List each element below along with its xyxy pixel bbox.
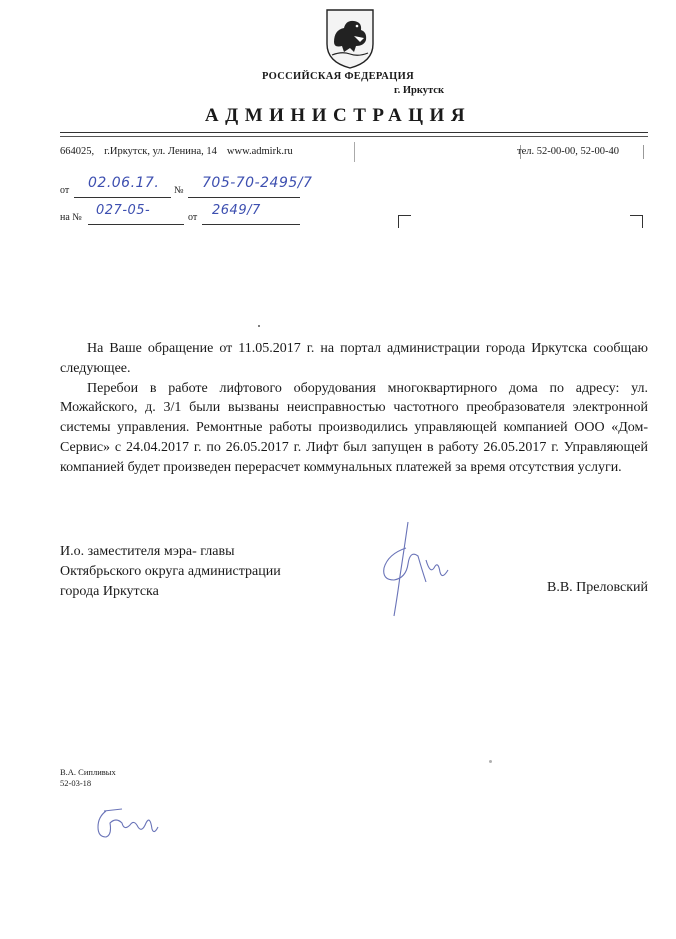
signer-position xyxy=(60,542,281,601)
phone-separator-right xyxy=(643,145,644,159)
header-divider xyxy=(60,132,648,133)
number-label: № xyxy=(174,185,184,196)
reply-number-label: на № xyxy=(60,212,82,223)
reply-number[interactable]: 027-05- xyxy=(96,203,151,218)
executor-phone: 52-03-18 xyxy=(60,778,92,788)
outgoing-date[interactable]: 02.06.17. xyxy=(88,175,160,191)
number-underline xyxy=(188,197,300,198)
city-name: г. Иркутск xyxy=(394,85,444,96)
letter-body xyxy=(60,339,648,478)
signer-name: В.В. Преловский xyxy=(546,580,648,595)
body-paragraph: Перебои в работе лифтового оборудования многоквартирного дома по адресу: ул. Можайского, д. 3/1 были вызваны неисправностью частотного преобразователя электронной системы управления. Ремонтные работы производились управляющей компанией ООО «Дом-Сервис» с 24.04.2017 г. по 26.05.2017 г. Лифт был запущен в работу 26.05.2017 г. Управляющей компанией будет произведен перерасчет коммунальных платежей за время отсутствия услуги. xyxy=(60,380,648,475)
executor-info xyxy=(60,767,116,789)
country-name: РОССИЙСКАЯ ФЕДЕРАЦИЯ xyxy=(262,71,414,82)
addressee-corner-right xyxy=(630,215,643,228)
scan-speck xyxy=(258,325,260,327)
irkutsk-coat-of-arms-icon xyxy=(324,8,376,70)
organization-title: АДМИНИСТРАЦИЯ xyxy=(204,105,472,126)
signer-position-line: города Иркутска xyxy=(60,583,159,599)
reply-number-underline xyxy=(88,224,184,225)
outgoing-number[interactable]: 705-70-2495/7 xyxy=(202,175,313,191)
executor-name: В.А. Сипливых xyxy=(60,767,116,777)
signer-position-line: Октябрьского округа администрации xyxy=(60,563,281,579)
body-paragraph: На Ваше обращение от 11.05.2017 г. на портал администрации города Иркутска сообщаю следующее. xyxy=(60,341,648,376)
address-line xyxy=(60,146,293,157)
signer-position-line: И.о. заместителя мэра- главы xyxy=(60,544,235,559)
executor-signature-icon xyxy=(92,805,164,845)
handwritten-signature-icon xyxy=(378,520,458,620)
reply-date-underline xyxy=(202,224,300,225)
reply-date[interactable]: 2649/7 xyxy=(212,203,261,218)
website-link[interactable]: www.admirk.ru xyxy=(226,146,293,157)
date-underline xyxy=(74,197,171,198)
date-label: от xyxy=(60,185,70,196)
reply-date-label: от xyxy=(188,212,198,223)
street-address: г.Иркутск, ул. Ленина, 14 xyxy=(104,146,217,157)
header-divider-thin xyxy=(60,136,648,137)
addressee-corner-left xyxy=(398,215,411,228)
phone-numbers: тел. 52-00-00, 52-00-40 xyxy=(517,146,619,157)
postal-code: 664025, xyxy=(60,146,95,157)
address-separator xyxy=(354,142,355,162)
scan-speck xyxy=(489,760,492,763)
